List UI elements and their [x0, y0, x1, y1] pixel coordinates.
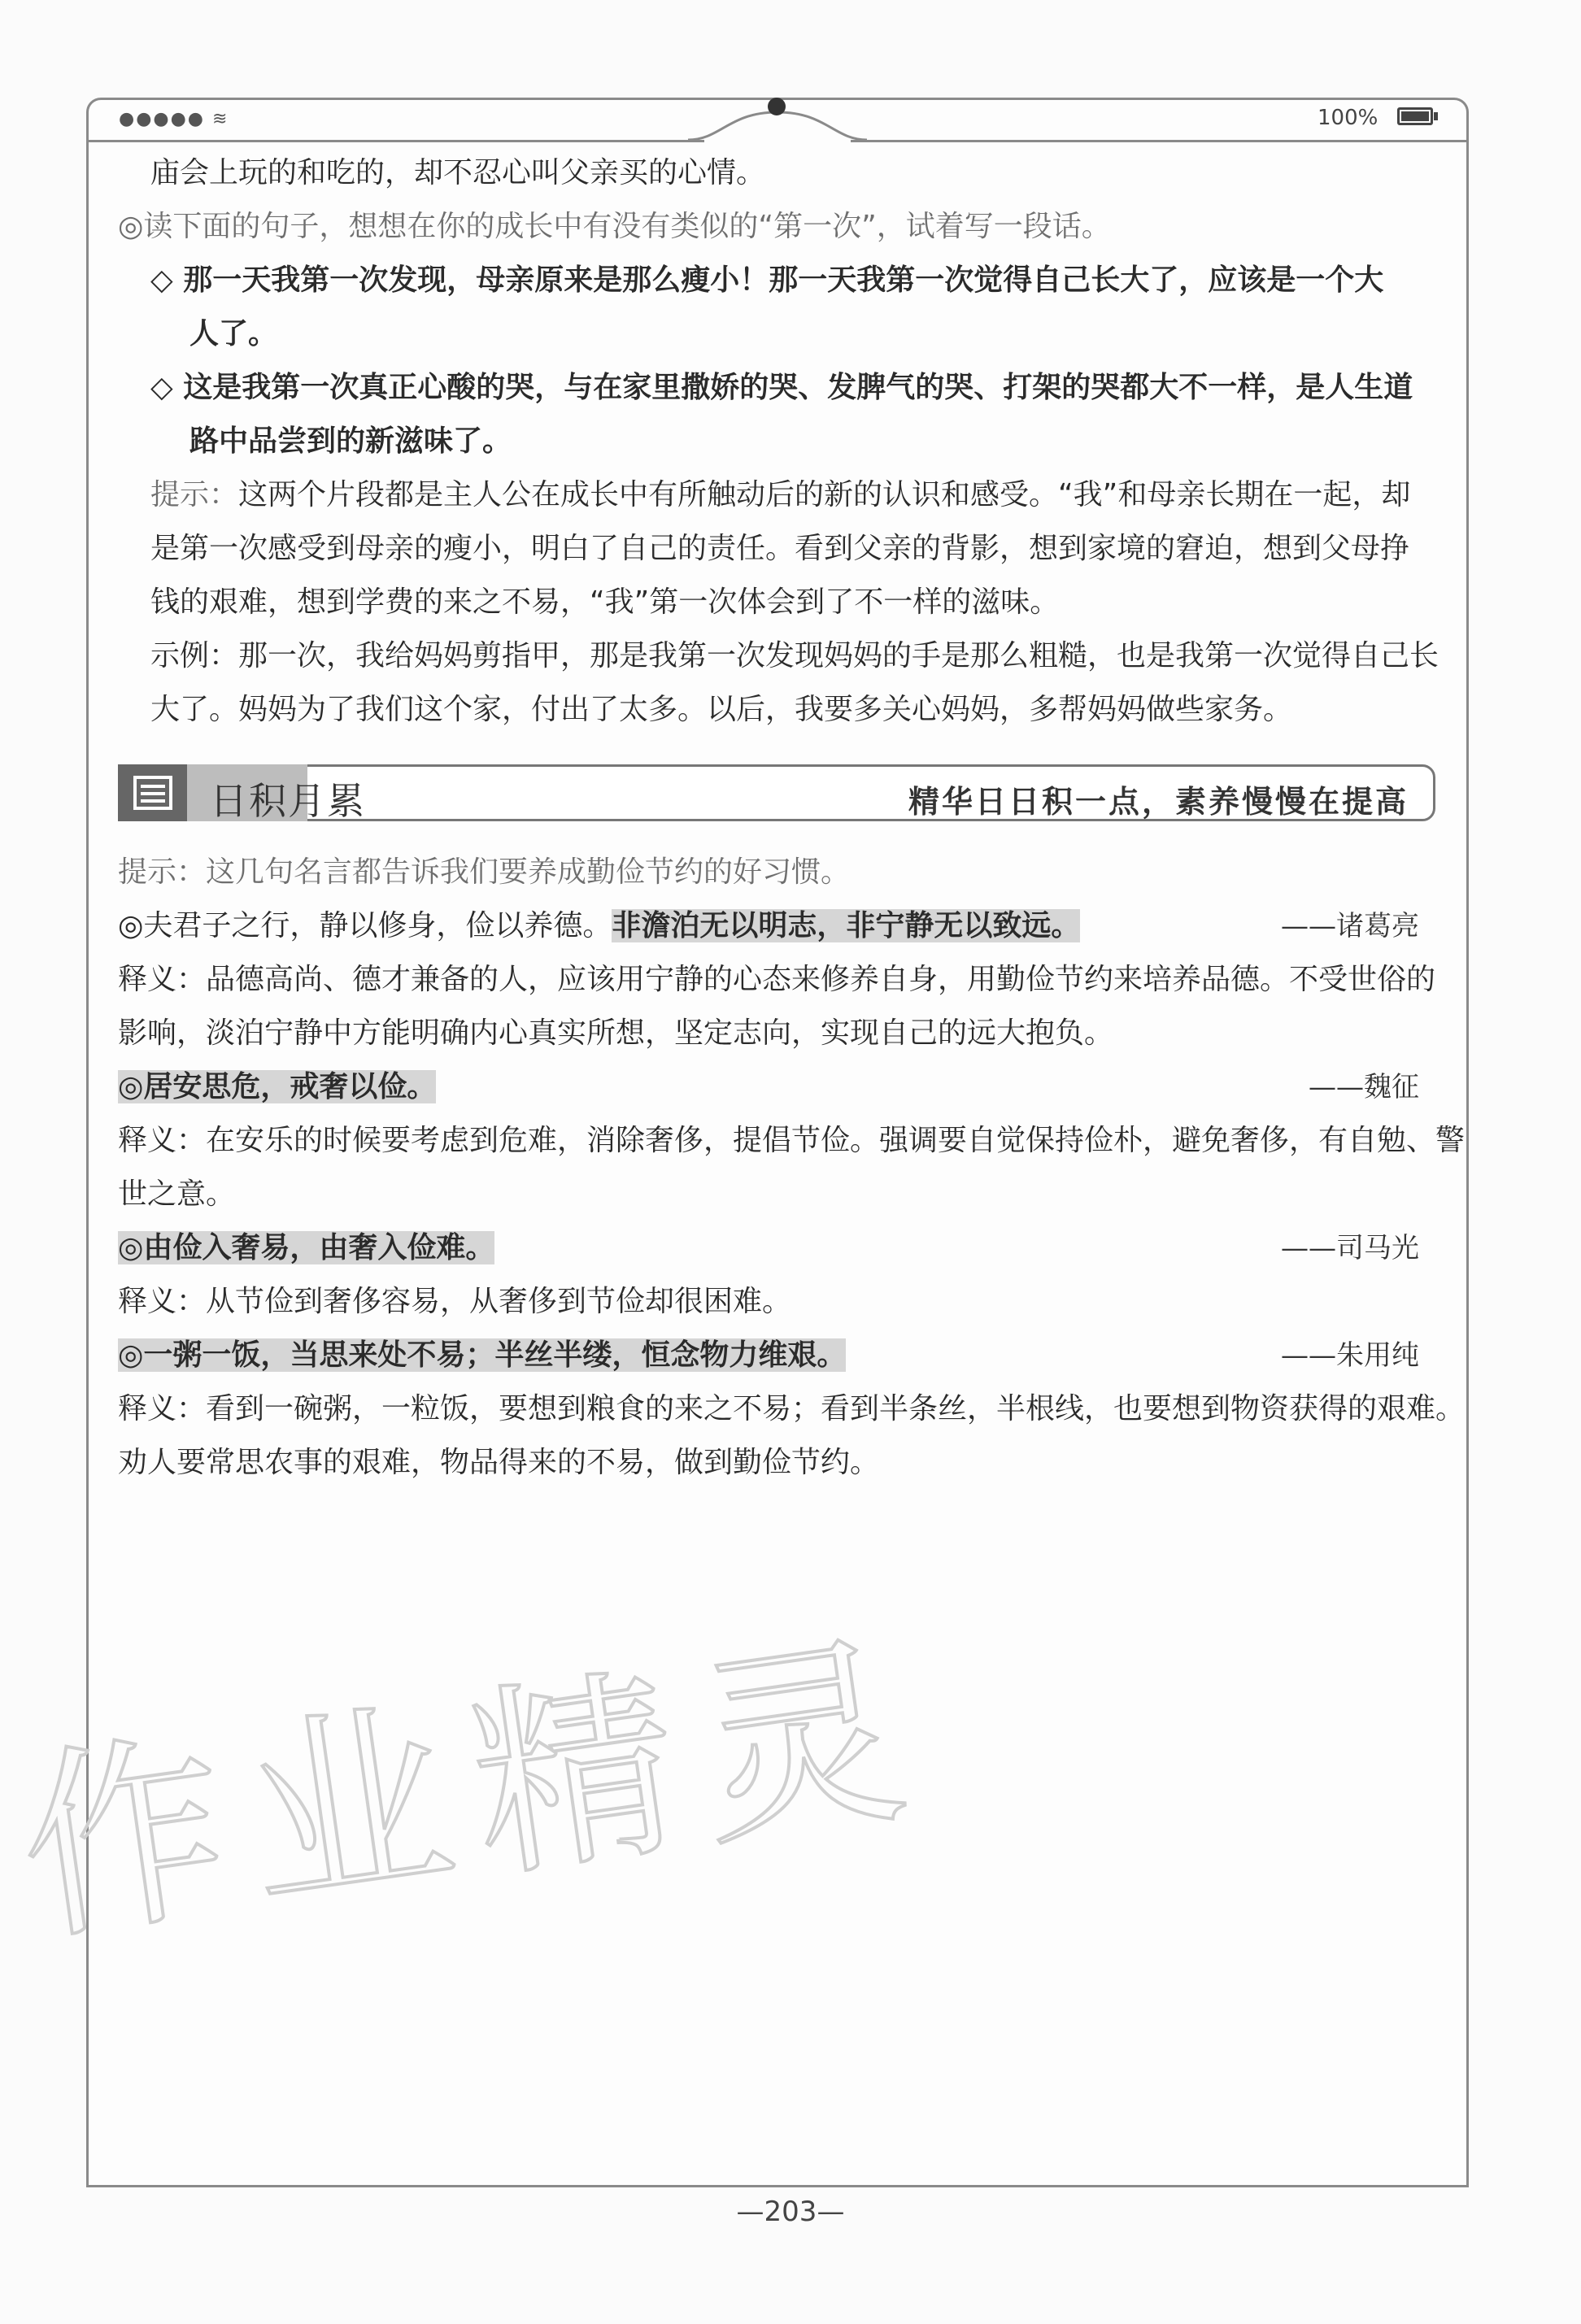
camera-icon — [768, 98, 786, 115]
quote-highlight: 非澹泊无以明志，非宁静无以致远。 — [612, 909, 1081, 942]
book-icon — [118, 764, 187, 821]
list-item-cont: 路中品尝到的新滋味了。 — [189, 424, 512, 458]
list-item-cont: 人了。 — [189, 317, 278, 350]
book-icon-graphic — [133, 775, 173, 811]
quote-author: ——朱用纯 — [1281, 1339, 1419, 1372]
quote-text: ◎夫君子之行，静以修身，俭以养德。 — [118, 909, 612, 942]
hint: 提示：这几句名言都告诉我们要养成勤俭节约的好习惯。 — [118, 855, 851, 889]
hint-label: 提示： — [150, 478, 239, 511]
quote-author: ——魏征 — [1309, 1071, 1419, 1103]
hint-cont: 钱的艰难，想到学费的来之不易，“我”第一次体会到了不一样的滋味。 — [150, 585, 1060, 619]
explanation: 释义：品德高尚、德才兼备的人，应该用宁静的心态来修养自身，用勤俭节约来培养品德。不受世俗的 — [118, 963, 1436, 996]
divider — [86, 140, 704, 142]
banner-slogan: 精华日日积一点，素养慢慢在提高 — [908, 783, 1409, 820]
explanation-cont: 影响，淡泊宁静中方能明确内心真实所想，坚定志向，实现自己的远大抱负。 — [118, 1016, 1114, 1050]
battery-percent: 100% — [1318, 106, 1378, 130]
quote — [118, 1060, 1444, 1114]
text-line: 庙会上玩的和吃的，却不忍心叫父亲买的心情。 — [150, 156, 766, 189]
list-item: ◇ 这是我第一次真正心酸的哭，与在家里撒娇的哭、发脾气的哭、打架的哭都大不一样，是人生道 — [150, 371, 1413, 404]
example-cont: 大了。妈妈为了我们这个家，付出了太多。以后，我要多关心妈妈，多帮妈妈做些家务。 — [150, 693, 1293, 726]
section-banner — [118, 764, 1435, 821]
example: 示例：那一次，我给妈妈剪指甲，那是我第一次发现妈妈的手是那么粗糙，也是我第一次觉得自己长 — [150, 639, 1439, 672]
signal-icon: ●●●●● ≋ — [119, 109, 229, 129]
quote-highlight: ◎一粥一饭，当思来处不易；半丝半缕，恒念物力维艰。 — [118, 1338, 847, 1372]
question: ◎读下面的句子，想想在你的成长中有没有类似的“第一次”，试着写一段话。 — [118, 210, 1111, 243]
list-item: ◇ 那一天我第一次发现，母亲原来是那么瘦小！那一天我第一次觉得自己长大了，应该是一个大 — [150, 263, 1384, 297]
explanation-cont: 世之意。 — [118, 1177, 236, 1211]
battery-cap — [1434, 112, 1438, 120]
battery-icon — [1397, 107, 1433, 125]
divider — [851, 140, 1469, 142]
banner-title: 日积月累 — [210, 779, 366, 823]
quote-author: ——司马光 — [1281, 1232, 1419, 1264]
quote-highlight: ◎由俭入奢易，由奢入俭难。 — [118, 1231, 495, 1264]
explanation: 释义：在安乐的时候要考虑到危难，消除奢侈，提倡节俭。强调要自觉保持俭朴，避免奢侈，有自勉、警 — [118, 1124, 1466, 1157]
explanation: 释义：从节俭到奢侈容易，从奢侈到节俭却很困难。 — [118, 1285, 792, 1318]
quote-author: ——诸葛亮 — [1281, 910, 1419, 942]
section-quotes — [118, 846, 1466, 1490]
explanation-cont: 劝人要常思农事的艰难，物品得来的不易，做到勤俭节约。 — [118, 1446, 880, 1479]
status-bar — [86, 98, 1469, 140]
quote — [118, 899, 1444, 953]
watermark: 作业精灵 — [7, 1609, 942, 1971]
page-number: —203— — [736, 2196, 845, 2228]
explanation: 释义：看到一碗粥，一粒饭，要想到粮食的来之不易；看到半条丝，半根线，也要想到物资获得的艰难。 — [118, 1392, 1466, 1425]
hint-cont: 是第一次感受到母亲的瘦小，明白了自己的责任。看到父亲的背影，想到家境的窘迫，想到父母挣 — [150, 532, 1410, 565]
quote — [118, 1221, 1444, 1275]
hint — [118, 468, 1444, 522]
section-reading — [118, 146, 1444, 737]
quote — [118, 1329, 1444, 1382]
quote-highlight: ◎居安思危，戒奢以俭。 — [118, 1070, 437, 1103]
hint-text: 这两个片段都是主人公在成长中有所触动后的新的认识和感受。“我”和母亲长期在一起，却 — [238, 478, 1411, 511]
